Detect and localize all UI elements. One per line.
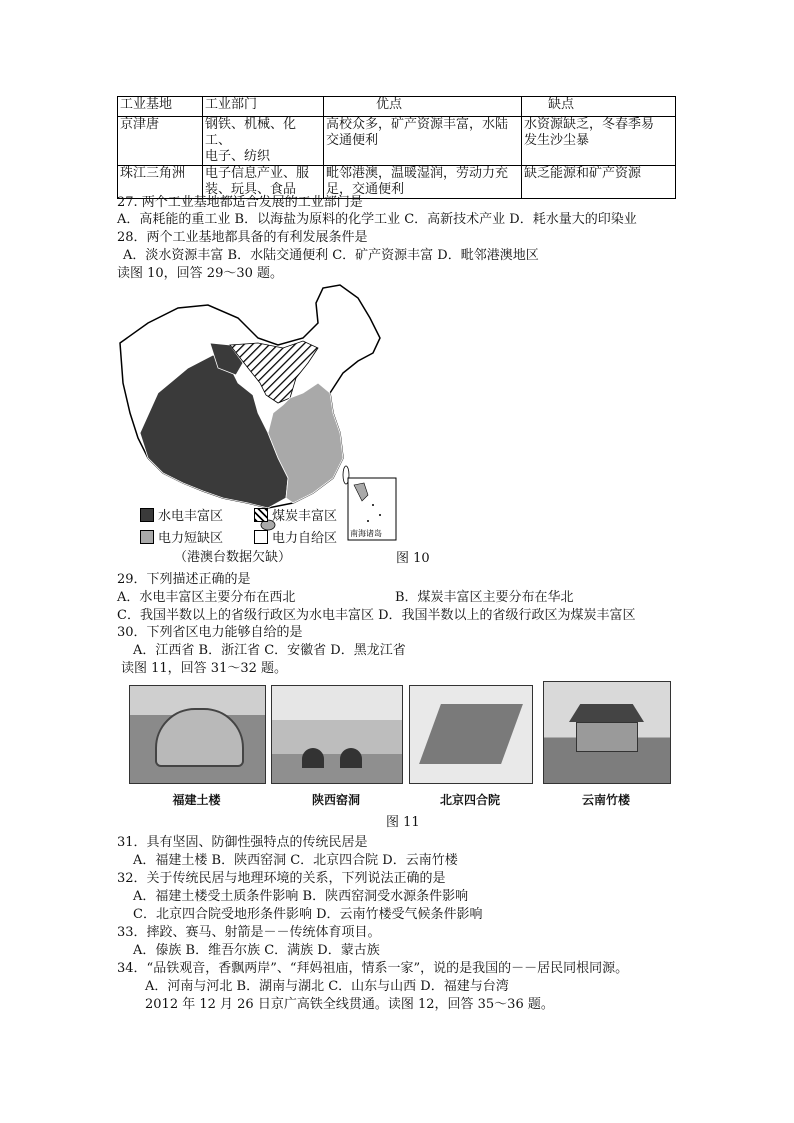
table-header-cell: 工业部门 [203, 97, 324, 117]
cell-line: 装、玩具、食品 [205, 182, 297, 197]
intro-figure-12: 2012 年 12 月 26 日京广高铁全线贯通。读图 12，回答 35～36 题。 [145, 997, 554, 1012]
cell-line: 足，交通便利 [326, 182, 405, 197]
photo-shaanxi-yaodong [271, 685, 403, 784]
question-27-stem: 27. 两个工业基地都适合发展的工业部门是 [117, 195, 363, 210]
read-figure-10: 读图 10，回答 29～30 题。 [117, 266, 284, 281]
question-34-options: A．河南与河北 B．湖南与湖北 C．山东与山西 D．福建与台湾 [145, 979, 509, 994]
cell-line: 电子信息产业、服 [205, 166, 310, 181]
legend-swatch [254, 530, 268, 544]
photo-yunnan-zhulou [543, 681, 671, 784]
question-32-options-cd: C．北京四合院受地形条件影响 D．云南竹楼受气候条件影响 [133, 907, 483, 922]
photo-beijing-siheyuan [409, 685, 533, 784]
question-32-options-ab: A．福建土楼受土质条件影响 B．陕西窑洞受水源条件影响 [133, 889, 469, 904]
question-32-stem: 32．关于传统民居与地理环境的关系，下列说法正确的是 [117, 871, 446, 886]
cell-line: 交通便利 [326, 133, 379, 148]
map-inset-dot [379, 514, 381, 516]
question-27-options: A．高耗能的重工业 B．以海盐为原料的化学工业 C．高新技术产业 D．耗水量大的印染业 [117, 212, 637, 227]
question-31-stem: 31．具有坚固、防御性强特点的传统民居是 [117, 835, 368, 850]
cell-line: 缺乏能源和矿产资源 [524, 166, 642, 181]
question-33-options: A．傣族 B．维吾尔族 C．满族 D．蒙古族 [133, 943, 380, 958]
question-29-option-a: A．水电丰富区主要分布在西北 [117, 590, 296, 605]
legend-label: 电力短缺区 [158, 531, 224, 546]
photo-fujian-tulou [129, 685, 266, 784]
table-cell-base: 珠江三角洲 [118, 166, 203, 199]
table-header-row [118, 97, 676, 117]
question-29-stem: 29．下列描述正确的是 [117, 572, 251, 587]
legend-swatch [254, 508, 268, 522]
table-cell-adv [324, 166, 522, 199]
question-30-stem: 30．下列省区电力能够自给的是 [117, 625, 303, 640]
legend-label: 煤炭丰富区 [272, 509, 338, 524]
photo-caption: 陕西窑洞 [311, 793, 360, 807]
map-inset-dot [367, 520, 369, 522]
tulou-building-shape [155, 708, 244, 767]
cave-door-shape [340, 748, 362, 768]
question-28-stem: 28．两个工业基地都具备的有利发展条件是 [117, 230, 368, 245]
siheyuan-roof-shape [419, 704, 523, 764]
question-33-stem: 33．摔跤、赛马、射箭是－－传统体育项目。 [117, 925, 381, 940]
map-inset-label: 南海诸岛 [350, 529, 382, 538]
table-header-cell: 工业基地 [118, 97, 203, 117]
legend-item-self [254, 530, 337, 547]
cell-line: 发生沙尘暴 [524, 133, 590, 148]
question-29-options-cd: C．我国半数以上的省级行政区为水电丰富区 D．我国半数以上的省级行政区为煤炭丰富区 [117, 608, 636, 623]
table-header-cell: 缺点 [522, 97, 676, 117]
legend-note: （港澳台数据欠缺） [174, 550, 292, 565]
table-cell-dis [522, 166, 676, 199]
zhulou-body-shape [576, 722, 638, 752]
cave-door-shape [302, 748, 324, 768]
table-header-cell: 优点 [324, 97, 522, 117]
question-28-options: A．淡水资源丰富 B．水陆交通便利 C．矿产资源丰富 D．毗邻港澳地区 [123, 248, 539, 263]
legend-swatch [140, 530, 154, 544]
table-row [118, 117, 676, 166]
legend-swatch [140, 508, 154, 522]
zhulou-roof-shape [569, 704, 644, 722]
legend-label: 电力自给区 [272, 531, 338, 546]
cell-line: 电子、纺织 [205, 149, 271, 164]
figure-11-label: 图 11 [386, 815, 420, 830]
photo-caption: 北京四合院 [439, 793, 500, 807]
map-inset-dot [372, 504, 374, 506]
cell-line: 毗邻港澳，温暖湿润，劳动力充 [326, 166, 509, 181]
question-34-stem: 34．“品铁观音，香飘两岸”、“拜妈祖庙，情系一家”，说的是我国的－－居民同根同源。 [117, 961, 629, 976]
table-cell-dept [203, 166, 324, 199]
legend-item-short [140, 530, 223, 547]
figure-10-label: 图 10 [396, 551, 430, 566]
industrial-base-table [117, 96, 676, 199]
cell-line: 高校众多，矿产资源丰富，水陆 [326, 117, 509, 132]
legend-label: 水电丰富区 [158, 509, 224, 524]
read-figure-11: 读图 11，回答 31～32 题。 [121, 661, 288, 676]
table-cell-base: 京津唐 [118, 117, 203, 166]
photo-caption: 福建土楼 [172, 793, 221, 807]
photo-caption: 云南竹楼 [581, 793, 630, 807]
question-29-option-b: B．煤炭丰富区主要分布在华北 [395, 590, 574, 605]
question-31-options: A．福建土楼 B．陕西窑洞 C．北京四合院 D．云南竹楼 [133, 853, 458, 868]
question-30-options: A．江西省 B．浙江省 C．安徽省 D．黑龙江省 [133, 643, 406, 658]
cell-line: 水资源缺乏，冬春季易 [524, 117, 655, 132]
table-cell-adv [324, 117, 522, 166]
legend-item-hydro [140, 508, 223, 525]
legend-item-coal [254, 508, 337, 525]
table-cell-dept [203, 117, 324, 166]
table-row [118, 166, 676, 199]
table-cell-dis [522, 117, 676, 166]
cell-line: 钢铁、机械、化工、 [205, 117, 297, 148]
